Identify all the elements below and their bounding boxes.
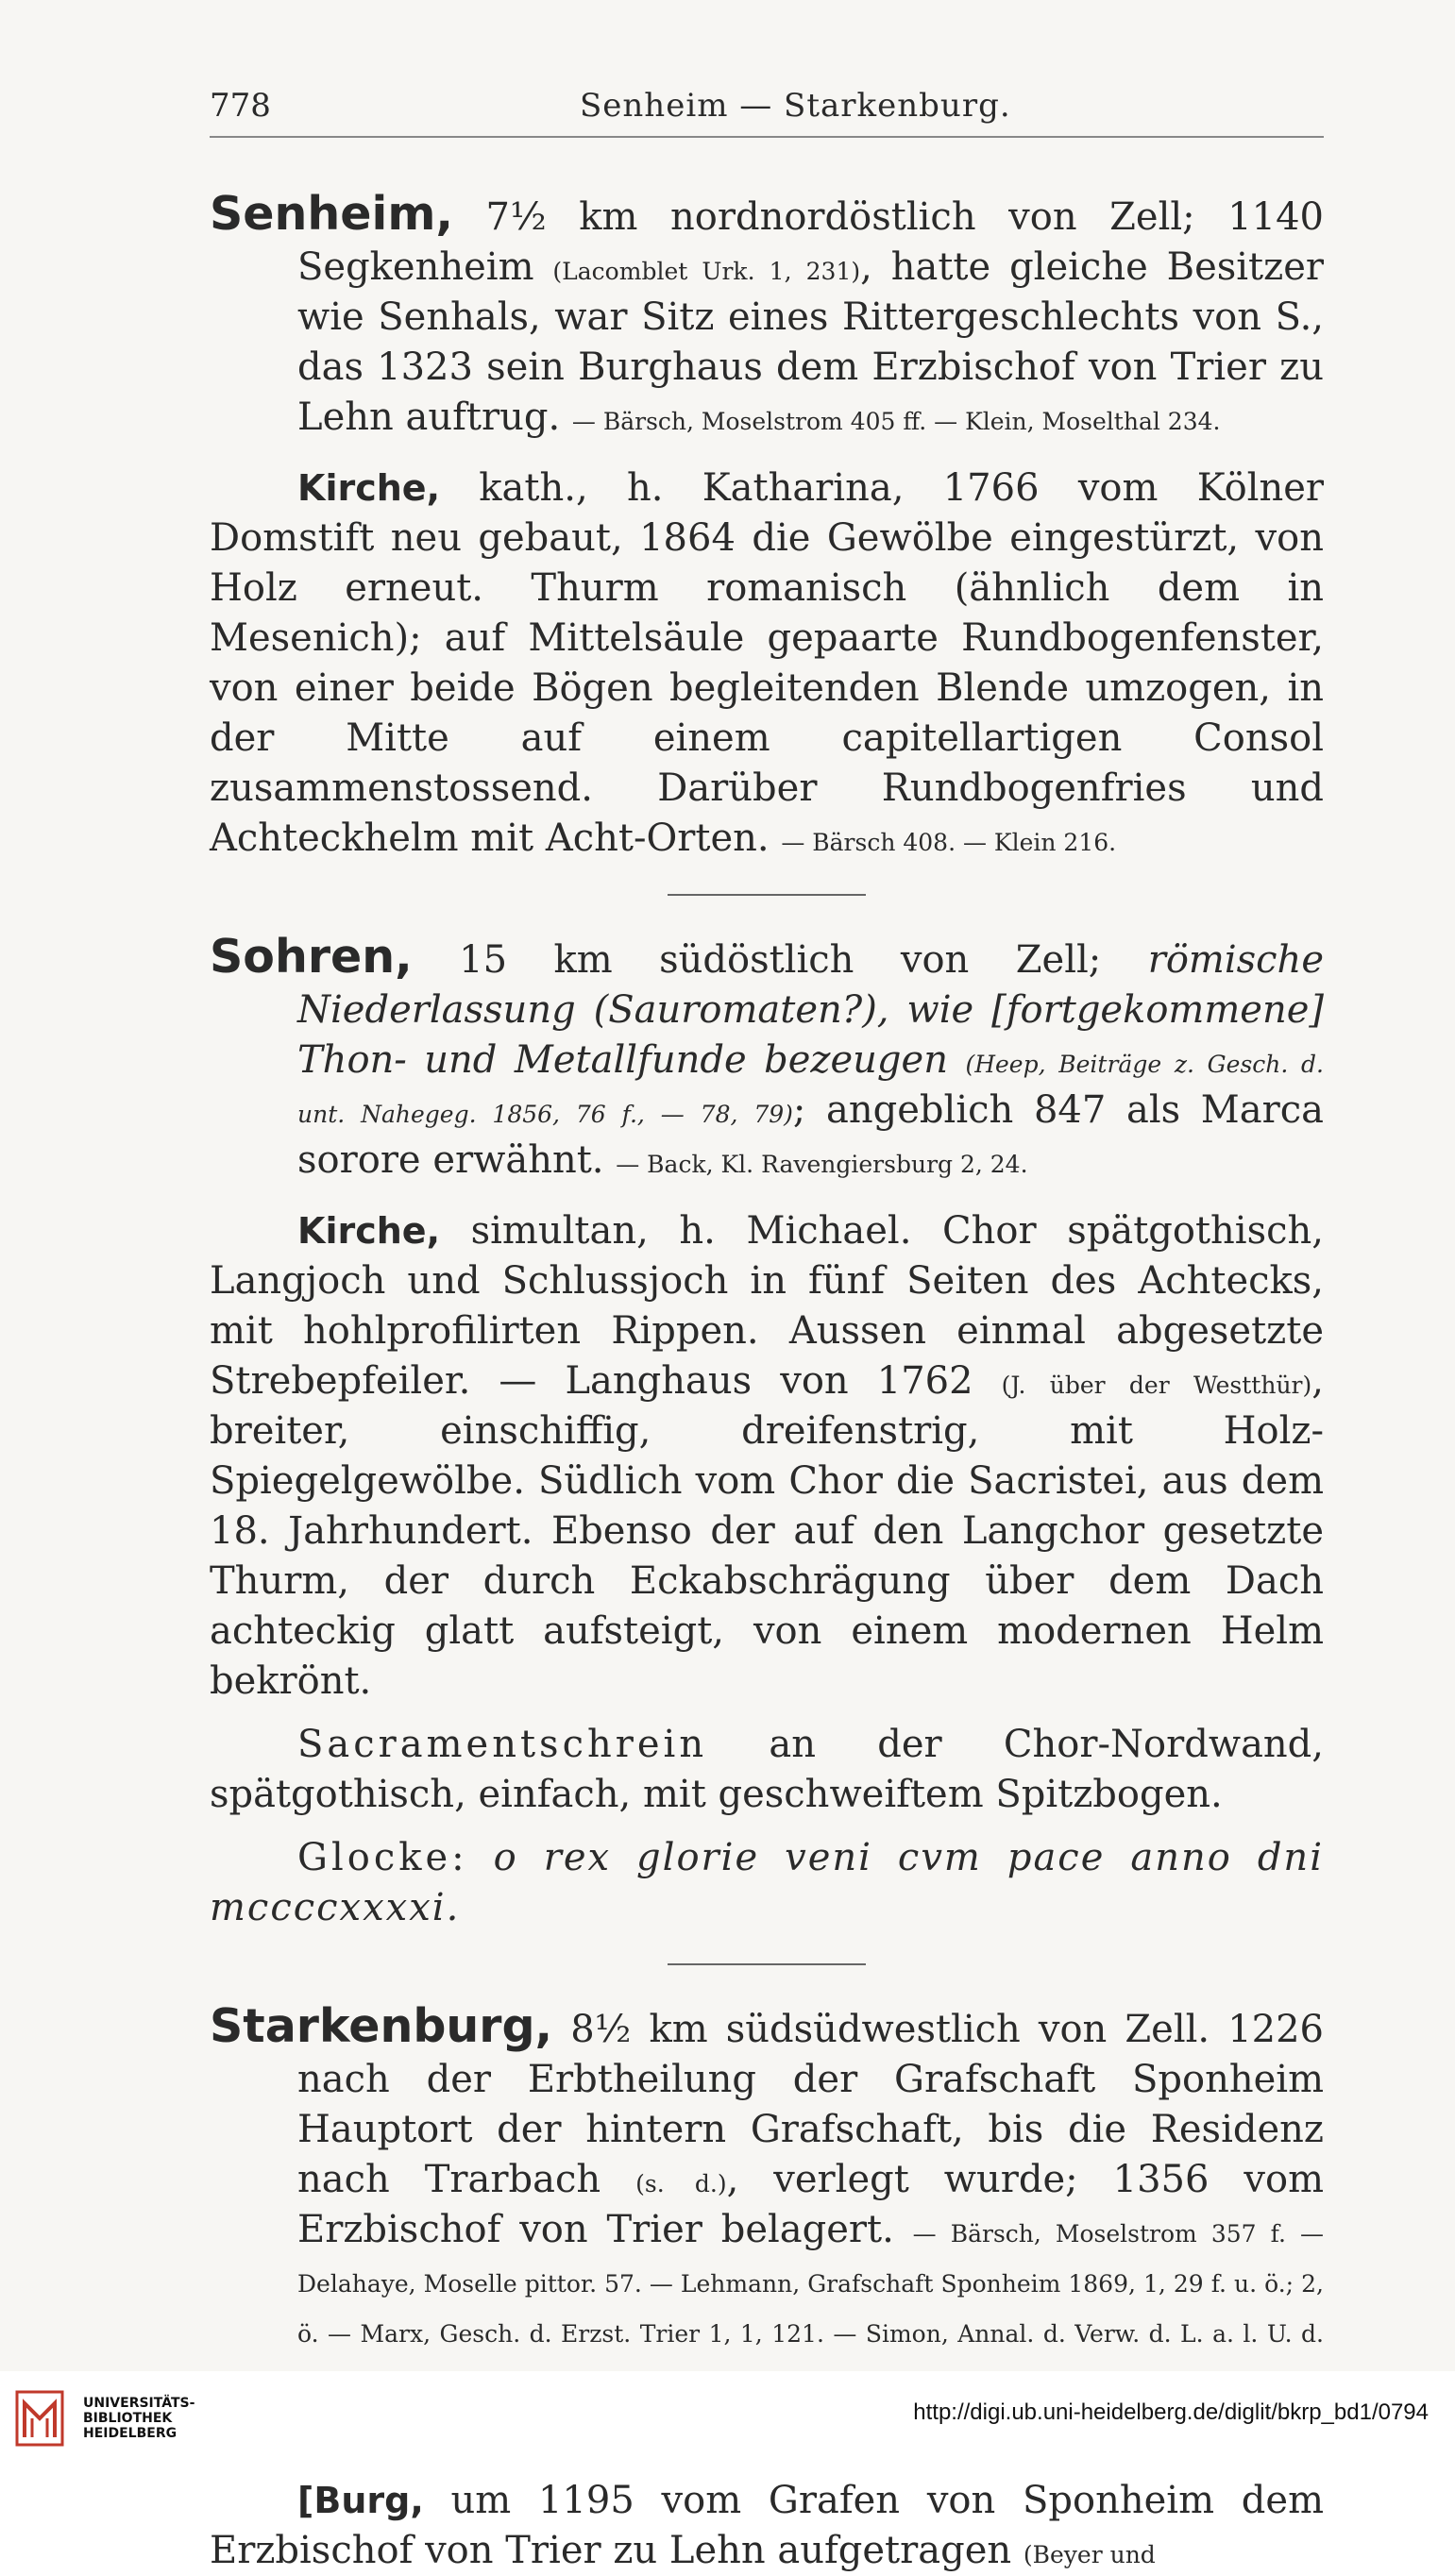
text-run: römische Niederlassung (Sauromaten?), wie [fortgekommene] Thon- und Metallfunde bezeugen — [297, 938, 1324, 1082]
text-run: 15 km südöstlich von Zell; — [412, 938, 1148, 982]
entry-paragraph — [210, 1206, 1324, 1707]
library-name-line: HEIDELBERG — [83, 2426, 178, 2441]
entry-paragraph — [210, 463, 1324, 864]
text-run: , hatte gleiche Besitzer wie Senhals, war Sitz eines Rittergeschlechts von S., das 1323 sein Burghaus dem Erzbischof von Trier zu Lehn auftrug. — [297, 245, 1324, 439]
text-run: , breiter, einschiffig, dreifenstrig, mit Holz-Spiegelgewölbe. Südlich vom Chor die Sacristei, aus dem 18. Jahrhundert. Ebenso der auf den Langchor gesetzte Thurm, der durch Eckabschrägung über dem Dach achteckig glatt aufsteigt, von einem modernen Helm bekrönt. — [210, 1359, 1324, 1703]
running-title: Senheim — Starkenburg. — [580, 87, 1011, 125]
text-run: 7½ km nordnordöstlich von Zell; 1140 Segkenheim — [297, 195, 1324, 289]
entry-paragraph — [210, 1720, 1324, 1820]
entry-paragraph — [210, 1833, 1324, 1933]
section-keyword: Kirche, — [297, 467, 440, 509]
entry-separator — [668, 894, 866, 896]
citation-text: (Lacomblet Urk. 1, 231) — [552, 258, 861, 285]
header-rule — [210, 136, 1324, 138]
entry — [210, 189, 1324, 864]
citation-text: — Bärsch, Moselstrom 405 ff. — Klein, Moselthal 234. — [571, 408, 1221, 435]
footer-bar — [0, 2371, 1455, 2471]
text-run: , verlegt wurde; 1356 vom Erzbischof von Trier belagert. — [297, 2158, 1325, 2251]
citation-text: — Back, Kl. Ravengiersburg 2, 24. — [616, 1151, 1028, 1178]
entry-separator — [668, 1963, 866, 1965]
running-header — [210, 87, 1324, 140]
text-run: Glocke: — [297, 1836, 468, 1879]
entry — [210, 932, 1324, 1933]
entry-intro — [210, 189, 1324, 443]
library-name-line: UNIVERSITÄTS- — [83, 2396, 195, 2411]
text-run: Sacramentschrein — [297, 1723, 708, 1766]
citation-text: (J. über der Westthür) — [1001, 1372, 1312, 1399]
library-logo-icon — [15, 2390, 64, 2447]
entry-lemma: Starkenburg, — [210, 1999, 553, 2053]
entry-lemma: Sohren, — [210, 930, 413, 984]
citation-text: — Bärsch 408. — Klein 216. — [781, 829, 1117, 856]
section-keyword: [Burg, — [297, 2480, 424, 2521]
citation-text: (Beyer und — [1023, 2541, 1156, 2568]
text-run: simultan, h. Michael. Chor spätgothisch, Langjoch und Schlussjoch in fünf Seiten des Achtecks, mit hohlprofilirten Rippen. Aussen einmal abgesetzte Strebepfeiler. — Langhaus von 1762 — [210, 1209, 1324, 1403]
entry — [210, 2001, 1324, 2576]
text-run: an der Chor-Nordwand, spätgothisch, einfach, mit geschweiftem Spitzbogen. — [210, 1723, 1324, 1816]
text-run: um 1195 vom Grafen von Sponheim dem Erzbischof von Trier zu Lehn aufgetragen — [210, 2479, 1324, 2572]
entry-lemma: Senheim, — [210, 187, 453, 241]
entry-intro — [210, 932, 1324, 1186]
page-number: 778 — [210, 87, 271, 125]
library-name — [83, 2396, 195, 2441]
text-run: ; angeblich 847 als Marca sorore erwähnt. — [297, 1088, 1324, 1182]
text-run: 8½ km südsüdwestlich von Zell. 1226 nach der Erbtheilung der Grafschaft Sponheim Hauptort der hintern Grafschaft, bis die Residenz nach Trarbach — [297, 2008, 1324, 2201]
citation-text: (s. d.) — [635, 2170, 727, 2197]
citation-text: (Heep, Beiträge z. Gesch. d. unt. Nahegeg. 1856, 76 f., — 78, 79) — [297, 1051, 1324, 1128]
source-url-link[interactable]: http://digi.ub.uni-heidelberg.de/diglit/bkrp_bd1/0794 — [913, 2399, 1429, 2425]
entry-paragraph — [210, 2476, 1324, 2576]
text-run: o rex glorie veni cvm pace anno dni mccccxxxxi. — [210, 1836, 1324, 1929]
library-name-line: BIBLIOTHEK — [83, 2411, 173, 2426]
body-text — [210, 189, 1324, 2576]
citation-text: — Bärsch, Moselstrom 357 f. — Delahaye, Moselle pittor. 57. — Lehmann, Grafschaft Sponheim 1869, 1, 29 f. u. ö.; 2, ö. — Marx, Gesch. d. Erzst. Trier 1, 1, 121. — Simon, Annal. d. Verw. d. L. a. l. U. d. — [297, 2220, 1324, 2348]
text-run: kath., h. Katharina, 1766 vom Kölner Domstift neu gebaut, 1864 die Gewölbe eingestürzt, von Holz erneut. Thurm romanisch (ähnlich dem in Mesenich); auf Mittelsäule gepaarte Rundbogenfenster, von einer beide Bögen begleitenden Blende umzogen, in der Mitte auf einem capitellartigen Consol zusammenstossend. Darüber Rundbogenfries und Achteckhelm mit Acht-Orten. — [210, 466, 1324, 860]
section-keyword: Kirche, — [297, 1210, 440, 1252]
